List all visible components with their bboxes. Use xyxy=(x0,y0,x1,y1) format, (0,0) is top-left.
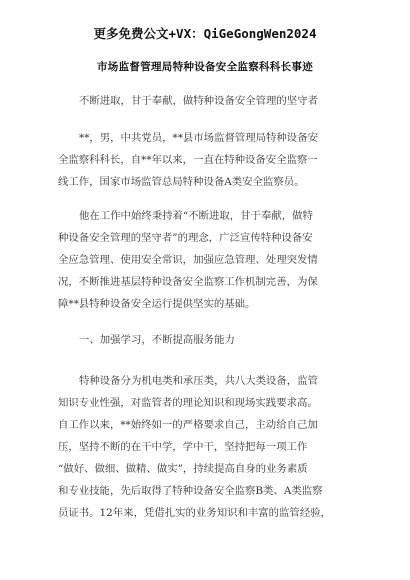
paragraph-line: 全监察科科长，自**年以来，一直在特种设备安全监察一 xyxy=(58,154,318,166)
paragraph-1 xyxy=(58,127,354,193)
paragraph-line: 他在工作中始终秉持着“不断进取，甘于奉献，做特 xyxy=(79,210,313,222)
section-heading-text: 一、加强学习，不断提高服务能力 xyxy=(79,334,235,346)
document-title: 市场监督管理局特种设备安全监察科科长事迹 xyxy=(97,61,313,73)
subtitle-block xyxy=(58,90,354,112)
paragraph-line: 况，不断推进基层特种设备安全监察工作机制完善，为保 xyxy=(58,276,318,288)
paragraph-3 xyxy=(58,370,354,524)
subtitle-line: 不断进取，甘于奉献，做特种设备安全管理的坚守者 xyxy=(79,95,318,107)
paragraph-line: 障**县特种设备安全运行提供坚实的基础。 xyxy=(58,298,256,310)
paragraph-line: 特种设备分为机电类和承压类，共八大类设备，监管 xyxy=(79,375,318,387)
paragraph-line: 知识专业性强，对监管者的理论知识和现场实践要求高。 xyxy=(58,397,318,409)
paragraph-line: 全应急管理、使用安全常识，加强应急管理、处理突发情 xyxy=(58,254,318,266)
header-banner: 更多免费公文+VX：QiGeGongWen2024 xyxy=(93,26,317,41)
paragraph-line: 员证书。12年来，凭借扎实的业务知识和丰富的监管经验， xyxy=(58,507,331,519)
paragraph-line: 线工作，国家市场监管总局特种设备A类安全监察员。 xyxy=(58,176,305,188)
section-heading xyxy=(58,329,354,351)
paragraph-line: **，男，中共党员，**县市场监督管理局特种设备安 xyxy=(79,132,318,144)
paragraph-line: 自工作以来，**始终如一的严格要求自己，主动给自己加 xyxy=(58,419,318,431)
paragraph-line: 种设备安全管理的坚守者”的理念，广泛宣传特种设备安 xyxy=(58,232,313,244)
paragraph-2 xyxy=(58,205,354,315)
paragraph-line: 压，坚持不断的在干中学，学中干，坚持把每一项工作 xyxy=(58,441,308,453)
paragraph-line: “做好、做细、做精、做实”，持续提高自身的业务素质 xyxy=(58,463,308,475)
paragraph-line: 和专业技能，先后取得了特种设备安全监察B类、A类监察 xyxy=(58,485,323,497)
